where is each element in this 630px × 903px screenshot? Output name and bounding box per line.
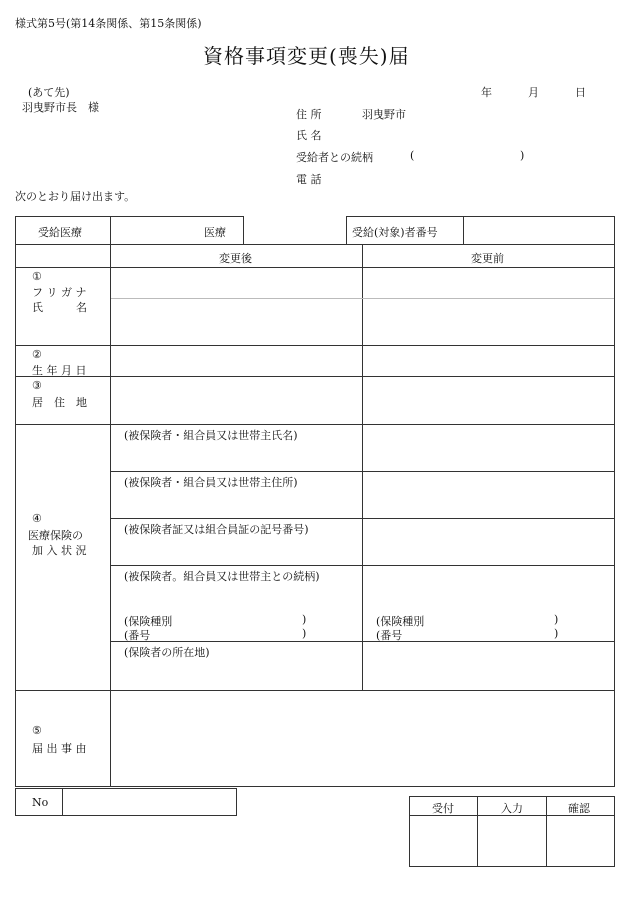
applicant-name-label: 氏 名 [296, 129, 322, 142]
after-insurance-number-label: (番号 [124, 629, 151, 642]
before-insurance-number-close: ) [554, 627, 559, 640]
after-insurance-type-label: (保険種別 [124, 615, 173, 628]
insurance-number: ④ [32, 512, 42, 525]
residence-before-field[interactable] [363, 377, 614, 424]
date-month-label: 月 [528, 86, 539, 99]
birth-number: ② [32, 348, 42, 361]
recipient-number-label: 受給(対象)者番号 [352, 226, 438, 239]
insurance-label-1: 医療保険の [28, 529, 83, 542]
applicant-relation-label: 受給者との続柄 [296, 151, 373, 164]
furigana-after-field[interactable] [111, 268, 362, 298]
applicant-phone-label: 電 話 [296, 173, 322, 186]
residence-number: ③ [32, 379, 42, 392]
residence-after-field[interactable] [111, 377, 362, 424]
reason-field[interactable] [111, 691, 614, 786]
form-number: 様式第5号(第14条関係、第15条関係) [15, 17, 202, 30]
birth-after-field[interactable] [111, 346, 362, 376]
birth-before-field[interactable] [363, 346, 614, 376]
reason-label: 届 出 事 由 [32, 742, 87, 755]
holder-name-label: (被保険者・組合員又は世帯主氏名) [124, 429, 298, 442]
header-before: 変更前 [471, 252, 504, 265]
date-year-label: 年 [481, 86, 492, 99]
relation-open-paren: ( [410, 149, 415, 162]
no-input[interactable] [63, 789, 236, 815]
header-after: 変更後 [219, 252, 252, 265]
form-title: 資格事項変更(喪失)届 [203, 44, 410, 68]
date-day-label: 日 [575, 86, 586, 99]
intro-text: 次のとおり届け出ます。 [15, 190, 136, 203]
stamp-header-received: 受付 [432, 802, 454, 815]
name-label: 氏 名 [32, 301, 87, 314]
after-insurance-type-close: ) [302, 613, 307, 626]
card-number-label: (被保険者証又は組合員証の記号番号) [124, 523, 309, 536]
applicant-address-value: 羽曳野市 [362, 108, 406, 121]
stamp-header-confirmed: 確認 [568, 802, 590, 815]
benefit-value: 医療 [204, 226, 226, 239]
addressee-name: 羽曳野市長 様 [22, 101, 99, 114]
furigana-number: ① [32, 270, 42, 283]
name-before-field[interactable] [363, 299, 614, 345]
holder-relation-label: (被保険者。組合員又は世帯主との続柄) [124, 570, 320, 583]
birth-label: 生 年 月 日 [32, 364, 87, 377]
stamp-header-input: 入力 [501, 802, 523, 815]
before-insurance-type-label: (保険種別 [376, 615, 425, 628]
before-insurance-type-close: ) [554, 613, 559, 626]
furigana-before-field[interactable] [363, 268, 614, 298]
no-label: No [32, 796, 49, 809]
after-insurance-number-close: ) [302, 627, 307, 640]
recipient-number-input[interactable] [464, 216, 615, 245]
addressee-label: (あて先) [28, 86, 70, 99]
relation-close-paren: ) [520, 149, 525, 162]
residence-label: 居 住 地 [32, 396, 87, 409]
insurer-address-label: (保険者の所在地) [124, 646, 210, 659]
reason-number: ⑤ [32, 724, 42, 737]
insurance-label-2: 加 入 状 況 [32, 544, 87, 557]
benefit-label: 受給医療 [38, 226, 82, 239]
furigana-label: フ リ ガ ナ [32, 286, 87, 299]
applicant-address-label: 住 所 [296, 108, 322, 121]
name-after-field[interactable] [111, 299, 362, 345]
before-insurance-number-label: (番号 [376, 629, 403, 642]
holder-address-label: (被保険者・組合員又は世帯主住所) [124, 476, 298, 489]
